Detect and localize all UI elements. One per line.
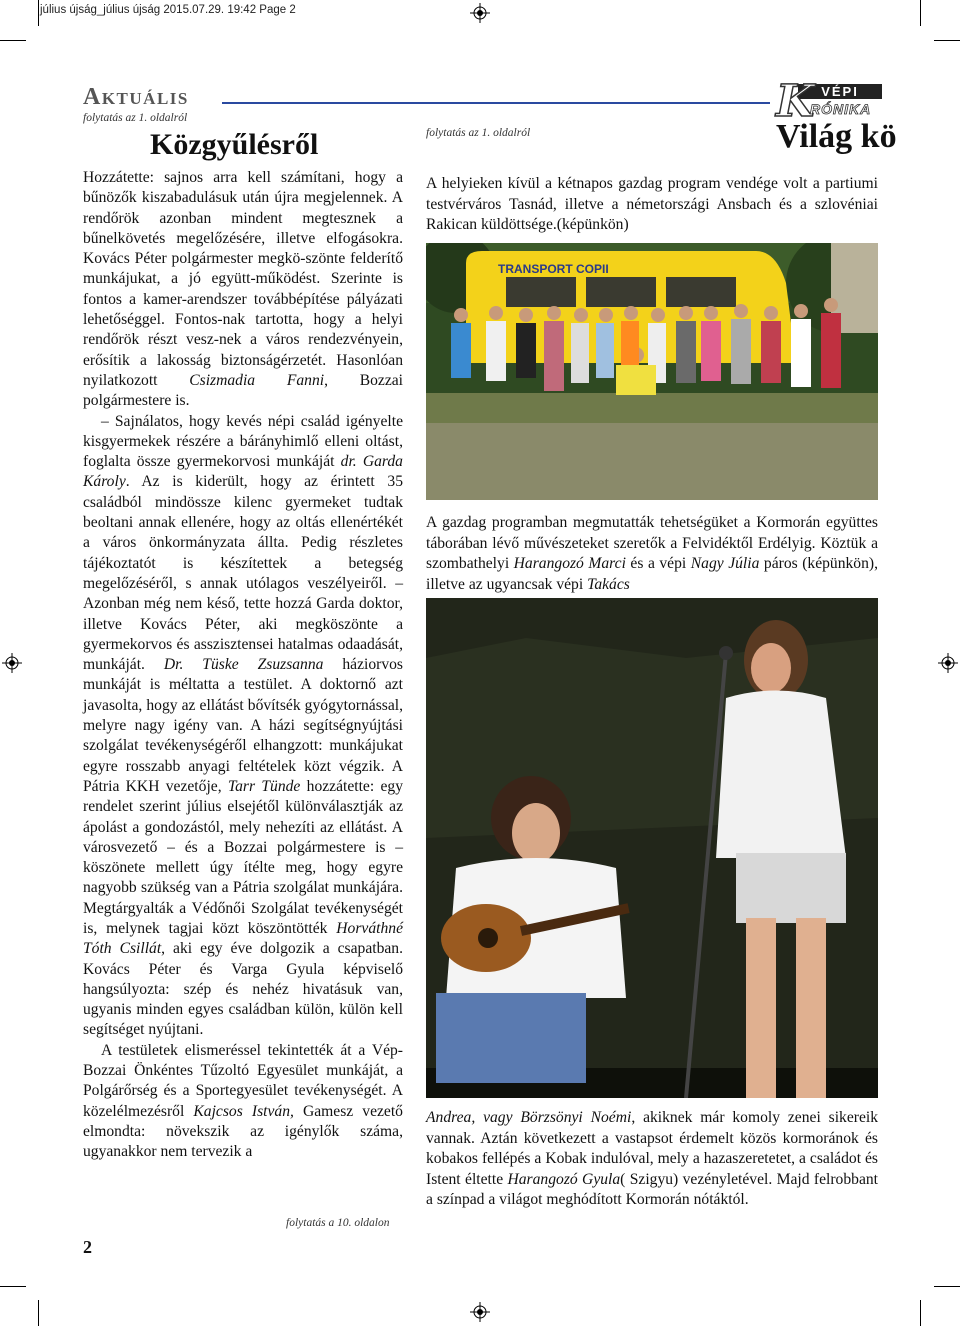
registration-mark-icon: [938, 653, 958, 673]
print-slug: július újság_július újság 2015.07.29. 19:42 Page 2: [40, 4, 296, 16]
group-photo: [426, 243, 878, 500]
crop-mark: [920, 0, 921, 26]
article-body: A gazdag programban megmutatták tehetségüket a Kormorán együttes táborában lévő művészeteket szeretők a Felvidéktől Erdélyig. Köztük a szombathelyi Harangozó Marci és a vépi Nagy Júlia páros (képünkön), illetve az ugyancsak vépi Takács: [426, 514, 878, 593]
page-number: 2: [83, 1237, 92, 1257]
continued-from-label: folytatás az 1. oldalról: [83, 112, 188, 124]
crop-mark: [0, 40, 26, 41]
concert-photo: [426, 598, 878, 1098]
registration-mark-icon: [470, 3, 490, 23]
crop-mark: [0, 1286, 26, 1287]
crop-mark: [934, 1286, 960, 1287]
article-title: Világ kö: [776, 118, 897, 155]
article-body: Andrea, vagy Börzsönyi Noémi, akiknek már komoly zenei sikereik vannak. Aztán következett a vastapsot érdemelt közös kormoránok és kobakos fellépés a Kobak indulóval, mely a hazaszeretetet, a családot és Istent éltette Harangozó Gyula( Szigyu) vezényletével. Majd felrobbant a színpad a világot meghódított Kormorán nótáktól.: [426, 1109, 878, 1209]
continued-from-label: folytatás az 1. oldalról: [426, 127, 531, 139]
crop-mark: [920, 1300, 921, 1326]
paragraph: A testületek elismeréssel tekintették át a Vép-Bozzai Önkéntes Tűzoltó Egyesület munkáját, a Polgárőrség és a Sportegyesület tevékenységét. A közelélmezésről Kajcsos István, Gamesz vezető elmondta: növekszik az igénylők száma, ugyanakkor nem tervezik a: [83, 1041, 403, 1161]
crop-mark: [38, 1300, 39, 1326]
crop-mark: [934, 40, 960, 41]
bus-text: TRANSPORT COPII: [498, 262, 609, 276]
article-intro: A helyieken kívül a kétnapos gazdag program vendége volt a partiumi testvérváros Tasnád, illetve a németországi Ansbach és a szlovéniai Rakican küldöttsége.(képünkön): [426, 175, 878, 234]
article-body: [83, 168, 403, 1163]
vepi-kronika-logo: VÉPI K RÓNIKA: [776, 82, 884, 120]
registration-mark-icon: [2, 653, 22, 673]
registration-mark-icon: [470, 1302, 490, 1322]
continued-to-label: folytatás a 10. oldalon: [286, 1217, 390, 1229]
section-rule: [222, 102, 770, 104]
paragraph: – Sajnálatos, hogy kevés népi család igényelte kisgyermekek részére a bárányhimlő elleni oltást, foglalta össze gyermekorvosi munkáját dr. Garda Károly. Az is kiderült, hogy az érintett 35 családból mindössze kilenc gyermeket tudtak beoltani annak ellenére, hogy az oltás ellenértékét a város önkormányzata állta. Pedig részletes tájékoztatót is készítettek a betegség megelőzéséről, s annak utólagos veszélyeiről. – Azonban még nem késő, tette hozzá Garda doktor, illetve Kovács Péter, aki megköszönte a gyermekorvos és asszisztensei hatalmas odaadását, munkáját. Dr. Tüske Zsuzsanna háziorvos munkáját is méltatta a testület. A doktornő azt javasolta, hogy az ellátást bővítsék gyógytornással, melyre nagy igény van. A házi segítségnyújtási szolgálat tevékenységéről elhangzott: munkájukat egyre rosszabb anyagi feltételek közt végzik. A Pátria KKH vezetője, Tarr Tünde hozzátette: egy rendelet szerint július elsejétől különválasztják az ápolást a gondozástól, mely nehezíti az ellátást. A városvezető – és a Bozzai polgármestere is – köszönete mellett úgy ítélte meg, hogy egyre nagyobb szükség van a Pátria szolgálat munkájára. Megtárgyalták a Védőnői Szolgálat tevékenységét is, melynek tagjai közt köszöntötték Horváthné Tóth Csillát, aki egy éve dolgozik a csapatban. Kovács Péter és Varga Gyula képviselő hangsúlyozta: szép és nehéz hivatásuk van, ugyanis minden egyes családban külön, külön kell segítséget nyújtani.: [83, 412, 403, 1039]
section-title: Aktuális: [83, 84, 189, 110]
paragraph: Hozzátette: sajnos arra kell számítani, hogy a bűnözők kiszabadulásuk után újra megjelennek. A rendőrök azonban mindent megtesznek a bűnelkövetés megelőzésére, illetve elfogásokra. Kovács Péter polgármester megkö-szönte felderítő munkájukat, a jó együtt-működést. Szerinte is fontos a kamer-arendszer továbbépítése pályázati lehetőséggel. Fontos-nak tartotta, hogy a helyi rendőrök részt vesz-nek a város rendezvényein, erősítik a lakosság biztonságérzetét. Hasonlóan nyilatkozott Csizmadia Fanni, Bozzai polgármestere is.: [83, 169, 404, 410]
crop-mark: [38, 0, 39, 26]
article-title: Közgyűlésről: [150, 128, 319, 161]
